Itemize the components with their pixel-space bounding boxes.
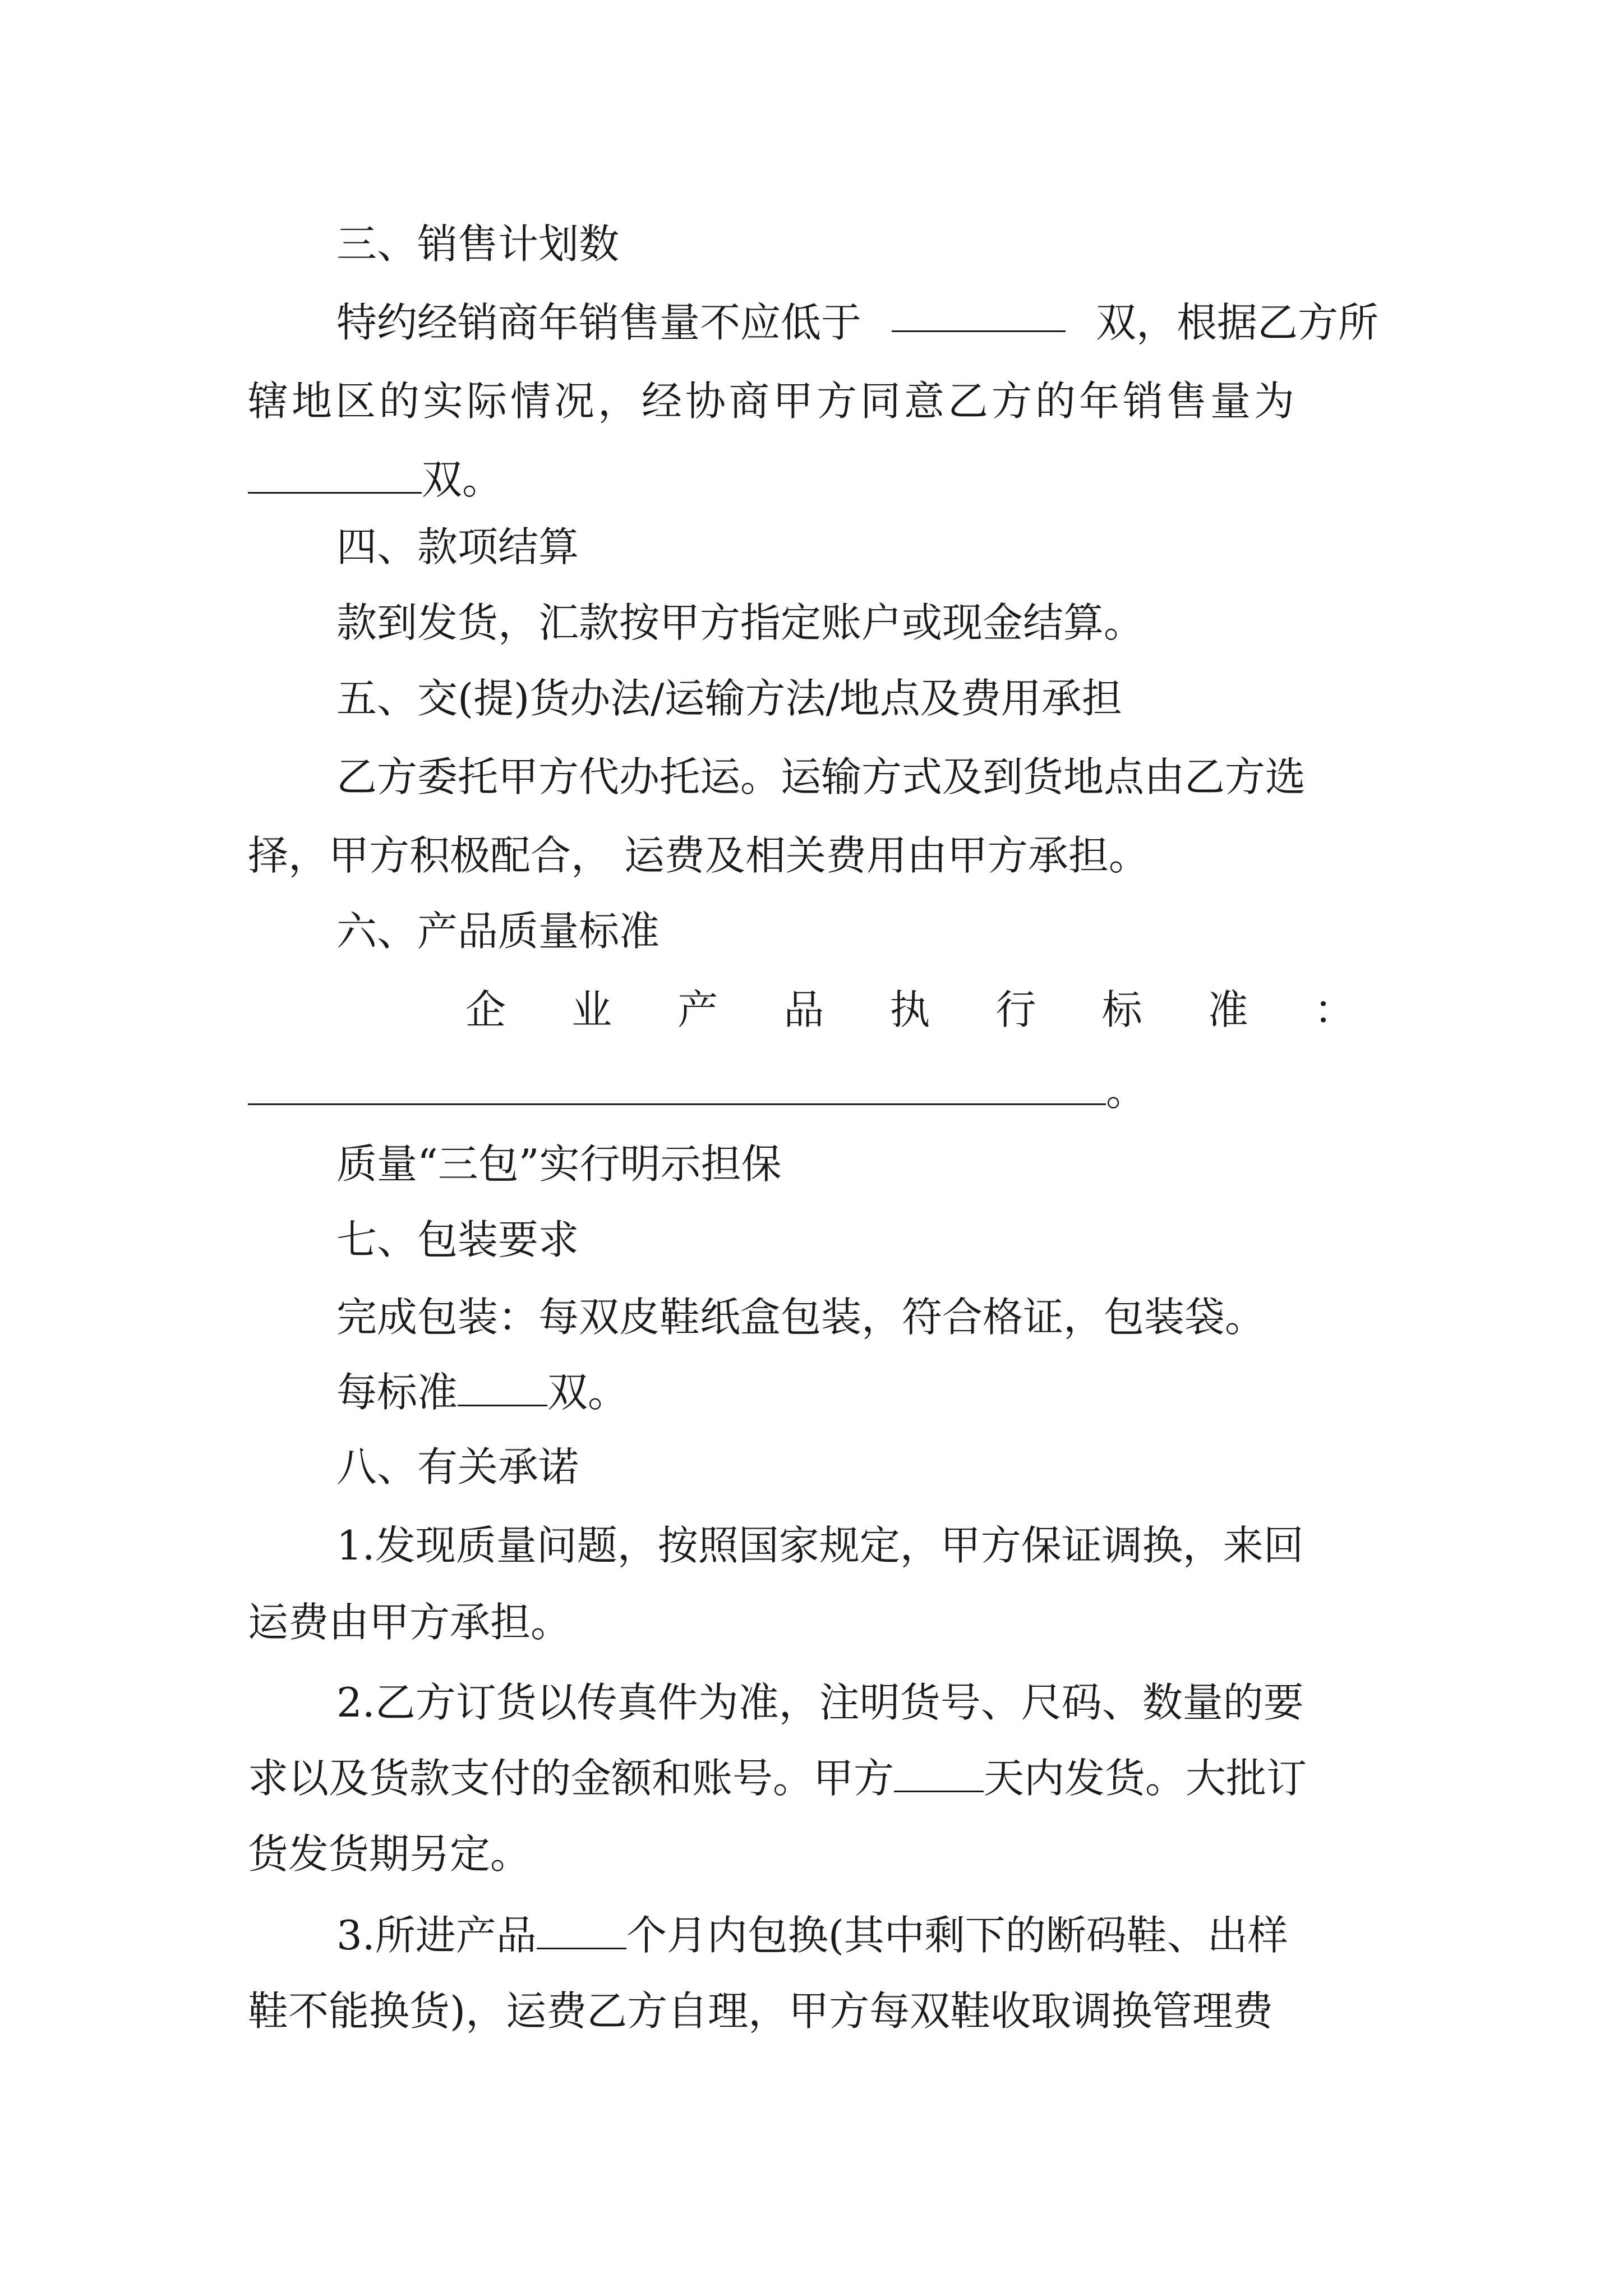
promise-3-text-2: 鞋不能换货)，运费乙方自理，甲方每双鞋收取调换管理费 xyxy=(248,1987,1274,2035)
standard-char: 准 xyxy=(1207,986,1248,1033)
section-7-line-1 xyxy=(336,1289,1378,1345)
standard-char: 执 xyxy=(889,986,930,1033)
promise-1-text-2: 运费由甲方承担。 xyxy=(248,1599,571,1646)
section-8-item-2-line-3 xyxy=(248,1826,1378,1882)
section-3-heading-text: 三、销售计划数 xyxy=(336,220,620,268)
section-5-heading xyxy=(336,670,1378,726)
standard-char: 产 xyxy=(677,986,718,1033)
promise-2-text-2a: 求以及货款支付的金额和账号。甲方 xyxy=(248,1755,895,1802)
shipping-text-1: 乙方委托甲方代办托运。运输方式及到货地点由乙方选 xyxy=(336,753,1306,800)
section-8-heading-text: 八、有关承诺 xyxy=(336,1443,579,1490)
shipping-text-2: 择，甲方积极配合， 运费及相关费用由甲方承担。 xyxy=(248,832,1149,879)
exchange-months-blank xyxy=(537,1912,626,1949)
section-3-line-1 xyxy=(336,295,1378,351)
sales-min-text-2: 双，根据乙方所 xyxy=(1095,299,1378,346)
section-6-line-1 xyxy=(465,982,1354,1038)
delivery-days-blank xyxy=(894,1755,984,1792)
annual-sales-blank xyxy=(248,456,422,494)
section-8-item-3-line-1 xyxy=(336,1907,1378,1963)
section-3-line-2 xyxy=(248,373,1378,429)
promise-2-text-2b: 天内发货。大批订 xyxy=(984,1755,1307,1802)
sales-region-text: 辖地区的实际情况，经协商甲方同意乙方的年销售量为 xyxy=(248,378,1298,425)
section-4-heading xyxy=(336,519,1378,575)
packaging-text: 完成包装：每双皮鞋纸盒包装，符合格证，包装袋。 xyxy=(336,1294,1266,1341)
section-3-heading xyxy=(336,216,1378,272)
section-6-heading xyxy=(336,903,1378,959)
section-5-heading-text: 五、交(提)货办法/运输方法/地点及费用承担 xyxy=(336,675,1122,722)
section-7-heading xyxy=(336,1212,1378,1268)
promise-3-text-b: 个月内包换(其中剩下的断码鞋、出样 xyxy=(626,1912,1288,1959)
promise-3-text-a: 3.所进产品 xyxy=(336,1912,537,1959)
promise-2-text-3: 货发货期另定。 xyxy=(248,1830,531,1878)
standard-char: 品 xyxy=(783,986,824,1033)
three-guarantees-text: 质量“三包”实行明示担保 xyxy=(336,1140,782,1188)
section-8-item-2-line-2 xyxy=(248,1750,1378,1806)
section-8-item-3-line-2 xyxy=(248,1983,1378,2039)
quality-standard-period: 。 xyxy=(1106,1068,1147,1115)
section-8-heading xyxy=(336,1439,1378,1495)
sales-min-text: 特约经销商年销售量不应低于 xyxy=(336,299,862,346)
section-5-line-2 xyxy=(248,827,1378,884)
per-standard-unit: 双。 xyxy=(547,1369,629,1416)
section-6-line-3 xyxy=(336,1136,1378,1192)
standard-char: 行 xyxy=(995,986,1036,1033)
section-3-line-3 xyxy=(248,452,1378,508)
quality-standard-blank xyxy=(248,1068,1106,1105)
section-4-heading-text: 四、款项结算 xyxy=(336,523,579,570)
section-4-body xyxy=(336,595,1378,651)
section-6-line-2 xyxy=(248,1063,1378,1119)
section-7-line-2 xyxy=(336,1364,1378,1420)
section-8-item-2-line-1 xyxy=(336,1674,1378,1731)
per-standard-text: 每标准 xyxy=(336,1369,458,1416)
section-8-item-1-line-2 xyxy=(248,1594,1378,1650)
payment-text: 款到发货，汇款按甲方指定账户或现金结算。 xyxy=(336,599,1145,646)
annual-sales-unit: 双。 xyxy=(422,456,503,503)
promise-2-text: 2.乙方订货以传真件为准，注明货号、尺码、数量的要 xyxy=(336,1679,1304,1726)
standard-char: 企 xyxy=(465,986,506,1033)
section-6-heading-text: 六、产品质量标准 xyxy=(336,908,660,955)
per-standard-blank xyxy=(458,1369,547,1406)
standard-char: 标 xyxy=(1101,986,1142,1033)
standard-char: 业 xyxy=(571,986,612,1033)
promise-1-text: 1.发现质量问题，按照国家规定，甲方保证调换，来回 xyxy=(336,1522,1304,1569)
sales-min-blank xyxy=(892,295,1066,332)
section-5-line-1 xyxy=(336,749,1378,805)
section-8-item-1-line-1 xyxy=(336,1517,1378,1573)
section-7-heading-text: 七、包装要求 xyxy=(336,1216,579,1263)
standard-char: ： xyxy=(1313,986,1354,1033)
